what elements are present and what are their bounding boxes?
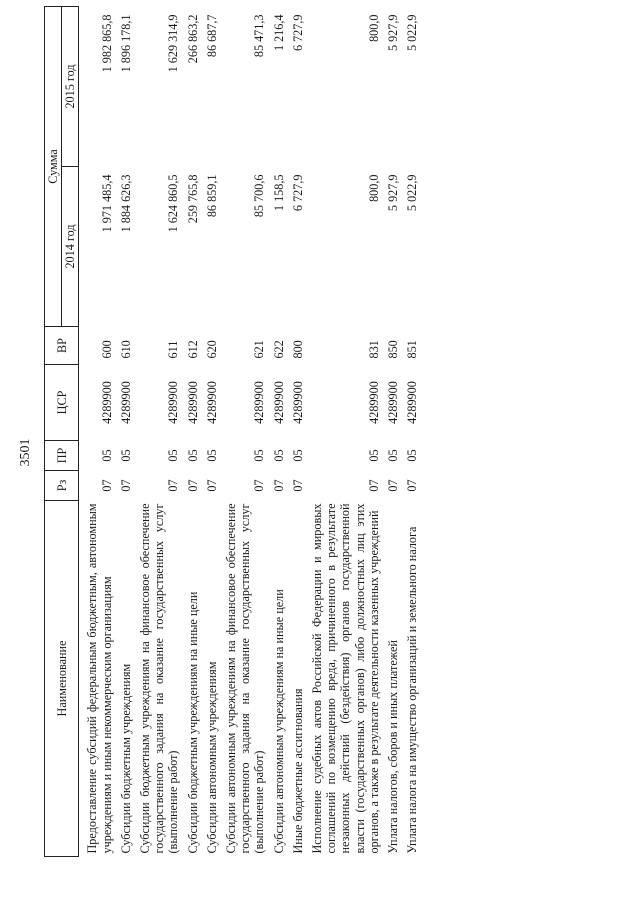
row-pr: 05: [366, 449, 381, 462]
row-rz: 07: [166, 479, 181, 492]
row-rz: 07: [252, 479, 267, 492]
row-name: Субсидии автономным учреждениям на финансовое обеспечение государственного задания на оказание государственных услуг (выполнение работ): [224, 503, 267, 854]
row-rz: 07: [118, 479, 133, 492]
row-name: Исполнение судебных актов Российской Федерации и мировых соглашений по возмещению вреда, причиненного в результате незаконных действий (бездействия) органов государственной власти (государственных органов) либо должностных лиц этих органов, а также в результате деятельности казенных учреждений: [310, 503, 381, 854]
table-row: [308, 6, 384, 856]
table-header: [45, 6, 79, 856]
row-pr: 05: [271, 449, 286, 462]
row-csr: 4289900: [366, 381, 381, 424]
row-amount-2015: 1 629 314,9: [166, 14, 181, 73]
row-vr: 800: [290, 340, 305, 359]
header-rz: Рз: [45, 471, 79, 501]
row-name: Предоставление субсидий федеральным бюджетным, автономным учреждениям и иным некоммерческим организациям: [85, 503, 114, 854]
row-csr: 4289900: [252, 381, 267, 424]
row-rz: 07: [386, 479, 401, 492]
row-amount-2015: 85 471,3: [252, 14, 267, 58]
header-csr: ЦСР: [45, 365, 79, 441]
row-name: Уплата налогов, сборов и иных платежей: [386, 640, 401, 854]
row-rz: 07: [204, 479, 219, 492]
row-vr: 600: [99, 340, 114, 359]
row-pr: 05: [185, 449, 200, 462]
table-row: [222, 6, 270, 856]
row-rz: 07: [405, 479, 420, 492]
row-amount-2015: 266 863,2: [185, 14, 200, 64]
row-amount-2014: 86 859,1: [204, 174, 219, 218]
row-name: Уплата налога на имущество организаций и земельного налога: [405, 526, 420, 854]
row-csr: 4289900: [290, 381, 305, 424]
row-rz: 07: [366, 479, 381, 492]
table-row: [203, 6, 222, 856]
table-row: [384, 6, 403, 856]
row-pr: 05: [204, 449, 219, 462]
row-amount-2015: 1 216,4: [271, 14, 286, 52]
row-csr: 4289900: [386, 381, 401, 424]
table-row: [270, 6, 289, 856]
row-name: Субсидии бюджетным учреждениям на иные цели: [185, 591, 200, 854]
header-vr: ВР: [45, 327, 79, 365]
budget-table: [44, 6, 422, 857]
row-vr: 620: [204, 340, 219, 359]
row-rz: 07: [271, 479, 286, 492]
row-vr: 611: [166, 340, 181, 359]
table-row: [289, 6, 308, 856]
row-amount-2014: 6 727,9: [290, 174, 305, 212]
row-rz: 07: [290, 479, 305, 492]
row-amount-2014: 1 158,5: [271, 174, 286, 212]
row-name: Субсидии автономным учреждениям: [204, 661, 219, 854]
header-year-2014: 2014 год: [62, 167, 79, 327]
row-pr: 05: [252, 449, 267, 462]
row-amount-2014: 1 624 860,5: [166, 174, 181, 233]
table-row: [403, 6, 422, 856]
row-name: Иные бюджетные ассигнования: [290, 688, 305, 854]
row-amount-2014: 1 884 626,3: [118, 174, 133, 233]
table-row: [184, 6, 203, 856]
table-row: [136, 6, 184, 856]
row-pr: 05: [386, 449, 401, 462]
row-csr: 4289900: [271, 381, 286, 424]
header-name: Наименование: [45, 501, 79, 857]
row-name: Субсидии автономным учреждениям на иные цели: [271, 589, 286, 854]
row-csr: 4289900: [166, 381, 181, 424]
table-body: [79, 6, 423, 856]
row-csr: 4289900: [185, 381, 200, 424]
row-amount-2015: 1 982 865,8: [99, 14, 114, 73]
row-amount-2015: 6 727,9: [290, 14, 305, 52]
row-csr: 4289900: [99, 381, 114, 424]
row-name: Субсидии бюджетным учреждениям: [118, 663, 133, 854]
row-amount-2014: 800,0: [366, 174, 381, 202]
row-rz: 07: [185, 479, 200, 492]
row-csr: 4289900: [204, 381, 219, 424]
table-row: [117, 6, 136, 856]
row-pr: 05: [405, 449, 420, 462]
row-amount-2014: 85 700,6: [252, 174, 267, 218]
row-pr: 05: [118, 449, 133, 462]
row-vr: 610: [118, 340, 133, 359]
row-amount-2015: 5 022,9: [405, 14, 420, 52]
header-sum: Сумма: [45, 6, 62, 326]
row-rz: 07: [99, 479, 114, 492]
row-vr: 622: [271, 340, 286, 359]
row-amount-2015: 1 896 178,1: [118, 14, 133, 73]
row-name: Субсидии бюджетным учреждениям на финансовое обеспечение государственного задания на оказание государственных услуг (выполнение работ): [138, 503, 181, 854]
row-vr: 850: [386, 340, 401, 359]
row-vr: 612: [185, 340, 200, 359]
row-amount-2015: 86 687,7: [204, 14, 219, 58]
row-csr: 4289900: [405, 381, 420, 424]
row-pr: 05: [166, 449, 181, 462]
row-amount-2014: 5 022,9: [405, 174, 420, 212]
row-vr: 831: [366, 340, 381, 359]
row-csr: 4289900: [118, 381, 133, 424]
row-pr: 05: [99, 449, 114, 462]
row-vr: 851: [405, 340, 420, 359]
row-vr: 621: [252, 340, 267, 359]
row-amount-2014: 5 927,9: [386, 174, 401, 212]
table-row: [79, 6, 117, 856]
page-number: 3501: [18, 438, 33, 467]
header-pr: ПР: [45, 441, 79, 471]
row-amount-2014: 1 971 485,4: [99, 174, 114, 233]
header-year-2015: 2015 год: [62, 6, 79, 166]
row-pr: 05: [290, 449, 305, 462]
row-amount-2015: 5 927,9: [386, 14, 401, 52]
row-amount-2015: 800,0: [366, 14, 381, 42]
row-amount-2014: 259 765,8: [185, 174, 200, 224]
